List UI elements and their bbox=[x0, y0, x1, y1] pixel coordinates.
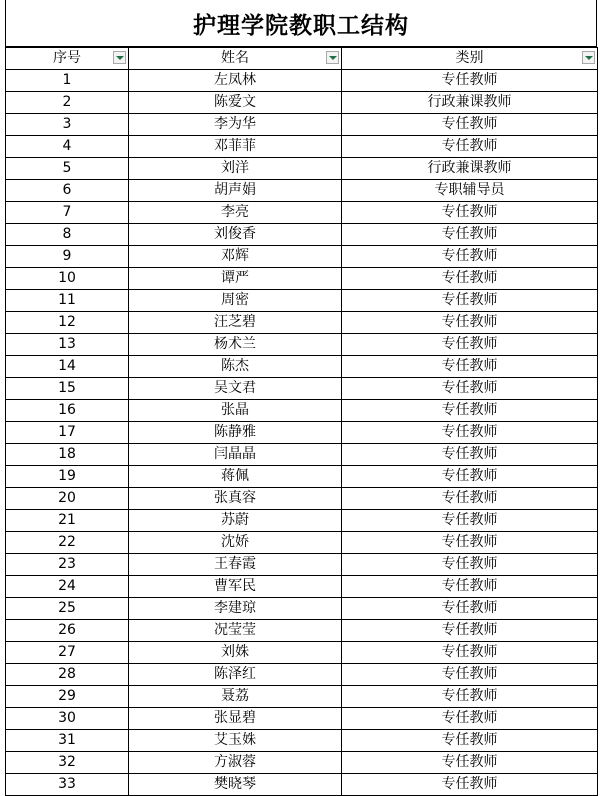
table-row bbox=[6, 774, 598, 796]
cell-category[interactable]: 行政兼课教师 bbox=[342, 92, 598, 114]
cell-category[interactable]: 专任教师 bbox=[342, 136, 598, 158]
cell-no[interactable]: 13 bbox=[6, 334, 129, 356]
cell-name[interactable]: 左凤林 bbox=[129, 70, 342, 92]
cell-category[interactable]: 专任教师 bbox=[342, 70, 598, 92]
cell-name[interactable]: 闫晶晶 bbox=[129, 444, 342, 466]
cell-category[interactable]: 专任教师 bbox=[342, 554, 598, 576]
cell-name[interactable]: 李亮 bbox=[129, 202, 342, 224]
table-row bbox=[6, 686, 598, 708]
cell-no[interactable]: 4 bbox=[6, 136, 129, 158]
cell-name[interactable]: 沈娇 bbox=[129, 532, 342, 554]
header-row bbox=[6, 48, 598, 70]
cell-name[interactable]: 谭严 bbox=[129, 268, 342, 290]
cell-name[interactable]: 吴文君 bbox=[129, 378, 342, 400]
table-row bbox=[6, 576, 598, 598]
cell-category[interactable]: 专任教师 bbox=[342, 686, 598, 708]
cell-no[interactable]: 25 bbox=[6, 598, 129, 620]
cell-name[interactable]: 张真容 bbox=[129, 488, 342, 510]
cell-category[interactable]: 专任教师 bbox=[342, 246, 598, 268]
cell-no[interactable]: 8 bbox=[6, 224, 129, 246]
table-row bbox=[6, 598, 598, 620]
table-row bbox=[6, 136, 598, 158]
filter-dropdown-icon[interactable] bbox=[326, 51, 339, 64]
cell-no[interactable]: 5 bbox=[6, 158, 129, 180]
cell-name[interactable]: 陈杰 bbox=[129, 356, 342, 378]
cell-no[interactable]: 23 bbox=[6, 554, 129, 576]
cell-name[interactable]: 张显碧 bbox=[129, 708, 342, 730]
cell-category[interactable]: 专任教师 bbox=[342, 774, 598, 796]
cell-name[interactable]: 张晶 bbox=[129, 400, 342, 422]
cell-name[interactable]: 汪芝碧 bbox=[129, 312, 342, 334]
cell-name[interactable]: 陈爱文 bbox=[129, 92, 342, 114]
header-no[interactable] bbox=[6, 48, 129, 70]
cell-category[interactable]: 专任教师 bbox=[342, 290, 598, 312]
cell-category[interactable]: 专任教师 bbox=[342, 510, 598, 532]
cell-name[interactable]: 曹军民 bbox=[129, 576, 342, 598]
table-body bbox=[6, 70, 598, 796]
table-row bbox=[6, 158, 598, 180]
cell-category[interactable]: 行政兼课教师 bbox=[342, 158, 598, 180]
cell-no[interactable]: 32 bbox=[6, 752, 129, 774]
table-row bbox=[6, 202, 598, 224]
cell-no[interactable]: 14 bbox=[6, 356, 129, 378]
cell-name[interactable]: 胡声娟 bbox=[129, 180, 342, 202]
cell-name[interactable]: 樊晓琴 bbox=[129, 774, 342, 796]
cell-category[interactable]: 专任教师 bbox=[342, 664, 598, 686]
cell-name[interactable]: 邓菲菲 bbox=[129, 136, 342, 158]
cell-name[interactable]: 邓辉 bbox=[129, 246, 342, 268]
cell-no[interactable]: 10 bbox=[6, 268, 129, 290]
cell-category[interactable]: 专任教师 bbox=[342, 312, 598, 334]
staff-table bbox=[5, 47, 598, 796]
cell-no[interactable]: 9 bbox=[6, 246, 129, 268]
cell-category[interactable]: 专任教师 bbox=[342, 378, 598, 400]
table-row bbox=[6, 70, 598, 92]
cell-category[interactable]: 专任教师 bbox=[342, 114, 598, 136]
cell-no[interactable]: 24 bbox=[6, 576, 129, 598]
cell-category[interactable]: 专任教师 bbox=[342, 576, 598, 598]
cell-category[interactable]: 专职辅导员 bbox=[342, 180, 598, 202]
cell-no[interactable]: 33 bbox=[6, 774, 129, 796]
cell-no[interactable]: 26 bbox=[6, 620, 129, 642]
cell-name[interactable]: 刘洋 bbox=[129, 158, 342, 180]
header-name[interactable] bbox=[129, 48, 342, 70]
cell-category[interactable]: 专任教师 bbox=[342, 400, 598, 422]
table-row bbox=[6, 510, 598, 532]
header-name-label: 姓名 bbox=[221, 50, 249, 66]
cell-category[interactable]: 专任教师 bbox=[342, 466, 598, 488]
table-row bbox=[6, 114, 598, 136]
table-row bbox=[6, 752, 598, 774]
table-row bbox=[6, 730, 598, 752]
cell-category[interactable]: 专任教师 bbox=[342, 224, 598, 246]
cell-name[interactable]: 蒋佩 bbox=[129, 466, 342, 488]
cell-name[interactable]: 刘姝 bbox=[129, 642, 342, 664]
header-category-label: 类别 bbox=[455, 50, 484, 66]
cell-no[interactable]: 7 bbox=[6, 202, 129, 224]
table-row bbox=[6, 290, 598, 312]
cell-name[interactable]: 李建琼 bbox=[129, 598, 342, 620]
cell-no[interactable]: 29 bbox=[6, 686, 129, 708]
page-title: 护理学院教职工结构 bbox=[193, 11, 409, 39]
table-row bbox=[6, 400, 598, 422]
table-row bbox=[6, 620, 598, 642]
cell-no[interactable]: 3 bbox=[6, 114, 129, 136]
table-row bbox=[6, 180, 598, 202]
table-row bbox=[6, 532, 598, 554]
cell-category[interactable]: 专任教师 bbox=[342, 422, 598, 444]
table-row bbox=[6, 664, 598, 686]
cell-no[interactable]: 21 bbox=[6, 510, 129, 532]
cell-category[interactable]: 专任教师 bbox=[342, 444, 598, 466]
cell-no[interactable]: 31 bbox=[6, 730, 129, 752]
cell-name[interactable]: 艾玉姝 bbox=[129, 730, 342, 752]
cell-no[interactable]: 16 bbox=[6, 400, 129, 422]
cell-no[interactable]: 15 bbox=[6, 378, 129, 400]
cell-no[interactable]: 28 bbox=[6, 664, 129, 686]
cell-no[interactable]: 22 bbox=[6, 532, 129, 554]
table-row bbox=[6, 268, 598, 290]
header-category[interactable] bbox=[342, 48, 598, 70]
cell-no[interactable]: 11 bbox=[6, 290, 129, 312]
cell-no[interactable]: 6 bbox=[6, 180, 129, 202]
cell-no[interactable]: 27 bbox=[6, 642, 129, 664]
table-row bbox=[6, 312, 598, 334]
cell-name[interactable]: 周密 bbox=[129, 290, 342, 312]
cell-name[interactable]: 陈泽红 bbox=[129, 664, 342, 686]
cell-category[interactable]: 专任教师 bbox=[342, 268, 598, 290]
cell-no[interactable]: 17 bbox=[6, 422, 129, 444]
cell-no[interactable]: 19 bbox=[6, 466, 129, 488]
title-row[interactable] bbox=[5, 0, 597, 47]
cell-no[interactable]: 12 bbox=[6, 312, 129, 334]
cell-category[interactable]: 专任教师 bbox=[342, 598, 598, 620]
cell-name[interactable]: 苏蔚 bbox=[129, 510, 342, 532]
cell-category[interactable]: 专任教师 bbox=[342, 642, 598, 664]
filter-dropdown-icon[interactable] bbox=[582, 51, 595, 64]
cell-category[interactable]: 专任教师 bbox=[342, 752, 598, 774]
cell-name[interactable]: 杨术兰 bbox=[129, 334, 342, 356]
cell-no[interactable]: 30 bbox=[6, 708, 129, 730]
header-no-label: 序号 bbox=[53, 50, 81, 66]
cell-name[interactable]: 方淑蓉 bbox=[129, 752, 342, 774]
cell-category[interactable]: 专任教师 bbox=[342, 488, 598, 510]
cell-category[interactable]: 专任教师 bbox=[342, 202, 598, 224]
cell-name[interactable]: 陈静雅 bbox=[129, 422, 342, 444]
table-row bbox=[6, 92, 598, 114]
table-row bbox=[6, 708, 598, 730]
table-row bbox=[6, 334, 598, 356]
table-row bbox=[6, 554, 598, 576]
cell-no[interactable]: 20 bbox=[6, 488, 129, 510]
spreadsheet bbox=[5, 0, 597, 796]
table-row bbox=[6, 378, 598, 400]
table-row bbox=[6, 466, 598, 488]
cell-category[interactable]: 专任教师 bbox=[342, 620, 598, 642]
table-row bbox=[6, 444, 598, 466]
table-row bbox=[6, 246, 598, 268]
table-row bbox=[6, 488, 598, 510]
cell-category[interactable]: 专任教师 bbox=[342, 532, 598, 554]
cell-category[interactable]: 专任教师 bbox=[342, 356, 598, 378]
cell-category[interactable]: 专任教师 bbox=[342, 334, 598, 356]
cell-category[interactable]: 专任教师 bbox=[342, 730, 598, 752]
cell-name[interactable]: 聂荔 bbox=[129, 686, 342, 708]
cell-category[interactable]: 专任教师 bbox=[342, 708, 598, 730]
table-row bbox=[6, 224, 598, 246]
table-row bbox=[6, 642, 598, 664]
cell-no[interactable]: 1 bbox=[6, 70, 129, 92]
cell-no[interactable]: 2 bbox=[6, 92, 129, 114]
cell-name[interactable]: 李为华 bbox=[129, 114, 342, 136]
table-row bbox=[6, 356, 598, 378]
cell-name[interactable]: 王春霞 bbox=[129, 554, 342, 576]
filter-dropdown-icon[interactable] bbox=[113, 51, 126, 64]
table-row bbox=[6, 422, 598, 444]
cell-no[interactable]: 18 bbox=[6, 444, 129, 466]
cell-name[interactable]: 刘俊香 bbox=[129, 224, 342, 246]
cell-name[interactable]: 况莹莹 bbox=[129, 620, 342, 642]
